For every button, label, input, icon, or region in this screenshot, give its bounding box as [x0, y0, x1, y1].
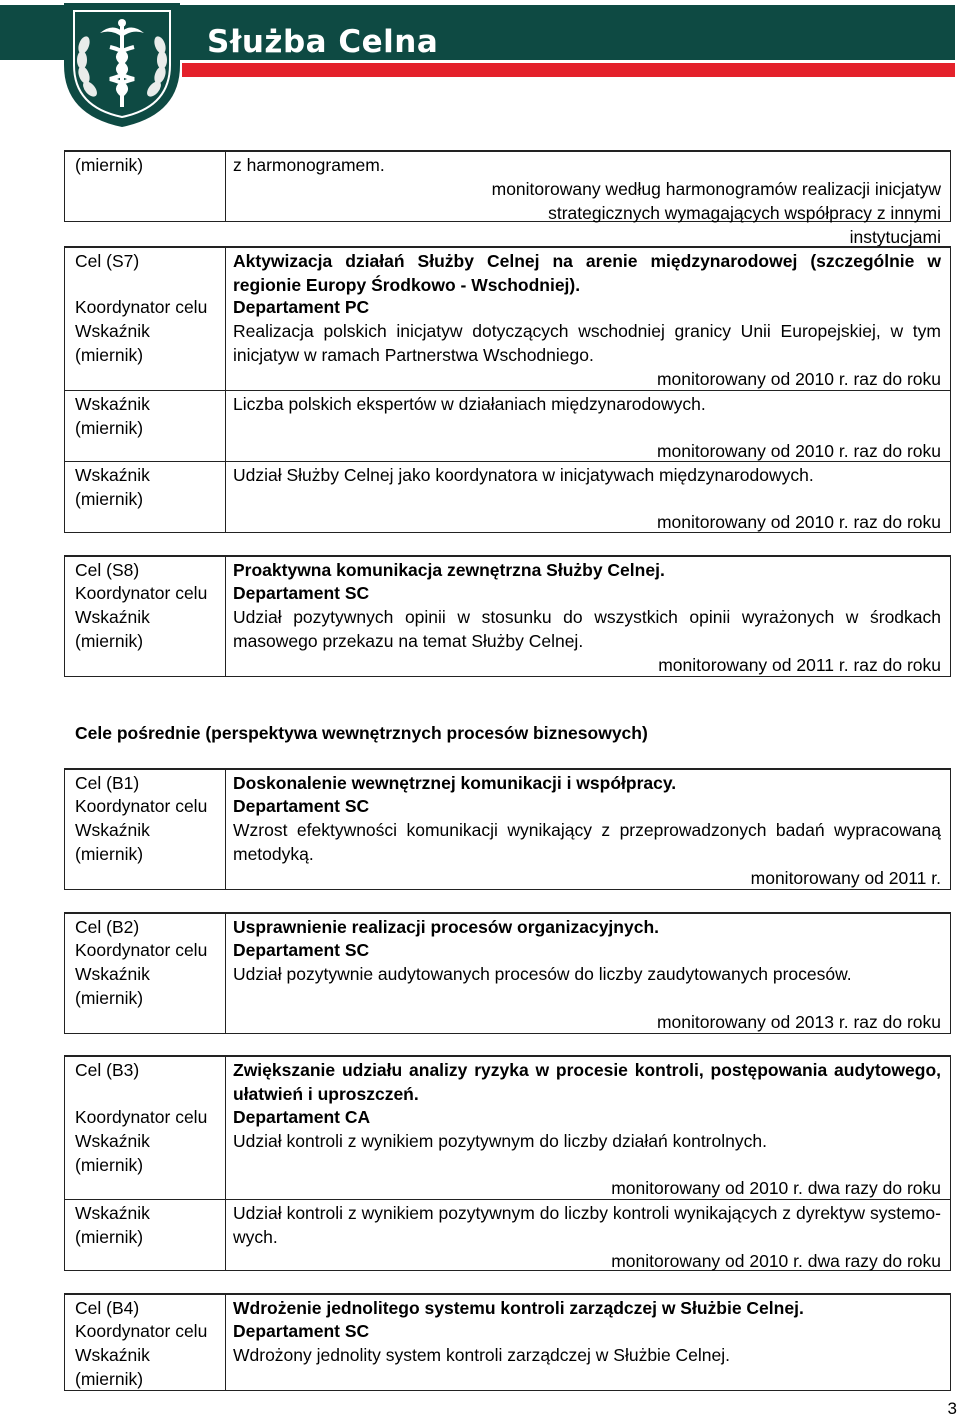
goal-title: Usprawnienie realizacji procesów organizacyjnych.	[233, 917, 659, 937]
value-text: z harmonogramem.	[233, 155, 385, 175]
label-miernik: (miernik)	[75, 631, 144, 651]
label-miernik: (miernik)	[75, 1155, 144, 1175]
label-wskaznik: Wskaźnik	[75, 1131, 150, 1151]
label-koordynator: Koordynator celu	[75, 940, 208, 960]
table-row	[65, 294, 950, 318]
table-row	[65, 318, 950, 390]
table-goal-b2	[64, 912, 951, 1034]
label-cel: Cel (S8)	[75, 560, 140, 580]
label-wskaznik: Wskaźnik	[75, 820, 150, 840]
goal-title: Aktywizacja działań Służby Celnej na arenie międzynarodowej (szczególnie w regionie Europy Środkowo - Wschodniej).	[233, 251, 941, 295]
table-row	[65, 1294, 950, 1318]
coordinator-value: Departament CA	[233, 1107, 371, 1127]
label-wskaznik: Wskaźnik	[75, 465, 150, 485]
indicator-text: Wdrożony jednolity system kontroli zarządczej w Służbie Celnej.	[233, 1345, 731, 1365]
indicator-text: Realizacja polskich inicjatyw dotyczących wschodniej granicy Unii Europejskiej, w tym inicjatyw w ramach Partnerstwa Wschodniego.	[233, 321, 941, 365]
monitor-note: monitorowany od 2010 r. raz do roku	[656, 369, 941, 389]
label-koordynator: Koordynator celu	[75, 1321, 208, 1341]
table-row	[65, 1342, 950, 1390]
goal-title: Wdrożenie jednolitego systemu kontroli zarządczej w Służbie Celnej.	[233, 1298, 804, 1318]
coordinator-value: Departament SC	[233, 583, 370, 603]
table-row	[65, 793, 950, 817]
section-title: Cele pośrednie (perspektywa wewnętrznych procesów biznesowych)	[75, 723, 648, 743]
table-row	[65, 390, 950, 461]
label-miernik: (miernik)	[75, 844, 144, 864]
label-cel: Cel (B1)	[75, 773, 140, 793]
label-cel: Cel (B3)	[75, 1060, 140, 1080]
table-goal-b3	[64, 1055, 951, 1271]
table-row	[65, 913, 950, 937]
coordinator-value: Departament SC	[233, 796, 370, 816]
table-row	[65, 247, 950, 294]
label-wskaznik: Wskaźnik	[75, 964, 150, 984]
indicator-text: Liczba polskich ekspertów w działaniach międzynarodowych.	[233, 394, 706, 414]
label-wskaznik: Wskaźnik	[75, 1345, 150, 1365]
monitor-note: monitorowany od 2011 r.	[750, 868, 941, 888]
table-goal-s7	[64, 246, 951, 533]
header-red-band	[182, 63, 955, 77]
label-miernik: (miernik)	[75, 1227, 144, 1247]
table-row	[65, 1104, 950, 1128]
label-wskaznik: Wskaźnik	[75, 394, 150, 414]
label-miernik: (miernik)	[75, 988, 144, 1008]
label-koordynator: Koordynator celu	[75, 297, 208, 317]
table-row	[65, 937, 950, 961]
indicator-text: Udział kontroli z wynikiem pozytywnym do liczby działań kontrolnych.	[233, 1131, 767, 1151]
table-goal-b1	[64, 768, 951, 890]
goal-title: Zwiększanie udziału analizy ryzyka w procesie kontroli, postępowania audytowego, ułatwień i uproszczeń.	[233, 1060, 941, 1104]
label-miernik: (miernik)	[75, 1369, 144, 1389]
coordinator-value: Departament SC	[233, 940, 370, 960]
label-miernik: (miernik)	[75, 155, 144, 175]
indicator-text: Udział pozytywnych opinii w stosunku do wszystkich opinii wyrażonych w środkach masowego przekazu na temat Służby Celnej.	[233, 607, 941, 651]
label-miernik: (miernik)	[75, 418, 144, 438]
label-cel: Cel (B2)	[75, 917, 140, 937]
customs-emblem-icon	[60, 3, 184, 127]
coordinator-value: Departament PC	[233, 297, 370, 317]
label-cel: Cel (B4)	[75, 1298, 140, 1318]
page-header	[0, 0, 960, 128]
table-row	[65, 151, 950, 247]
table-goal-s8	[64, 555, 951, 677]
table-row	[65, 1199, 950, 1270]
table-row	[65, 961, 950, 1033]
table-row	[65, 769, 950, 793]
brand-name: Służba Celna	[207, 24, 439, 60]
label-wskaznik: Wskaźnik	[75, 321, 150, 341]
indicator-text: Udział kontroli z wynikiem pozytywnym do liczby kontroli wynikających z dyrektyw systemowych.	[233, 1203, 941, 1247]
table-row	[65, 461, 950, 532]
table-row	[65, 1056, 950, 1104]
monitor-note: monitorowany od 2010 r. dwa razy do roku	[611, 1178, 941, 1198]
label-koordynator: Koordynator celu	[75, 1107, 208, 1127]
table-row	[65, 556, 950, 580]
label-koordynator: Koordynator celu	[75, 583, 208, 603]
monitor-note: monitorowany od 2010 r. raz do roku	[656, 512, 941, 532]
table-row	[65, 604, 950, 676]
monitor-note: monitorowany od 2010 r. dwa razy do roku	[611, 1251, 941, 1271]
monitor-note: monitorowany od 2010 r. raz do roku	[656, 441, 941, 461]
label-miernik: (miernik)	[75, 489, 144, 509]
page-number: 3	[947, 1399, 957, 1418]
indicator-text: Udział pozytywnie audytowanych procesów do liczby zaudytowanych procesów.	[233, 964, 852, 984]
label-koordynator: Koordynator celu	[75, 796, 208, 816]
coordinator-value: Departament SC	[233, 1321, 370, 1341]
table-top-continuation	[64, 150, 951, 247]
monitor-note: monitorowany od 2011 r. raz do roku	[658, 655, 941, 675]
monitor-note: monitorowany od 2013 r. raz do roku	[656, 1012, 941, 1032]
table-row	[65, 817, 950, 889]
table-row	[65, 580, 950, 604]
label-wskaznik: Wskaźnik	[75, 1203, 150, 1223]
label-cel: Cel (S7)	[75, 251, 140, 271]
monitor-note: monitorowany według harmonogramów realizacji inicjatyw strategicznych wymagających współpracy z innymi instytucjami	[491, 179, 941, 247]
label-miernik: (miernik)	[75, 345, 144, 365]
table-row	[65, 1318, 950, 1342]
table-row	[65, 1128, 950, 1199]
goal-title: Doskonalenie wewnętrznej komunikacji i współpracy.	[233, 773, 677, 793]
indicator-text: Wzrost efektywności komunikacji wynikający z przeprowadzonych badań wypracowaną metodyką.	[233, 820, 941, 864]
table-goal-b4	[64, 1293, 951, 1391]
goal-title: Proaktywna komunikacja zewnętrzna Służby Celnej.	[233, 560, 665, 580]
indicator-text: Udział Służby Celnej jako koordynatora w inicjatywach międzynarodowych.	[233, 465, 814, 485]
label-wskaznik: Wskaźnik	[75, 607, 150, 627]
